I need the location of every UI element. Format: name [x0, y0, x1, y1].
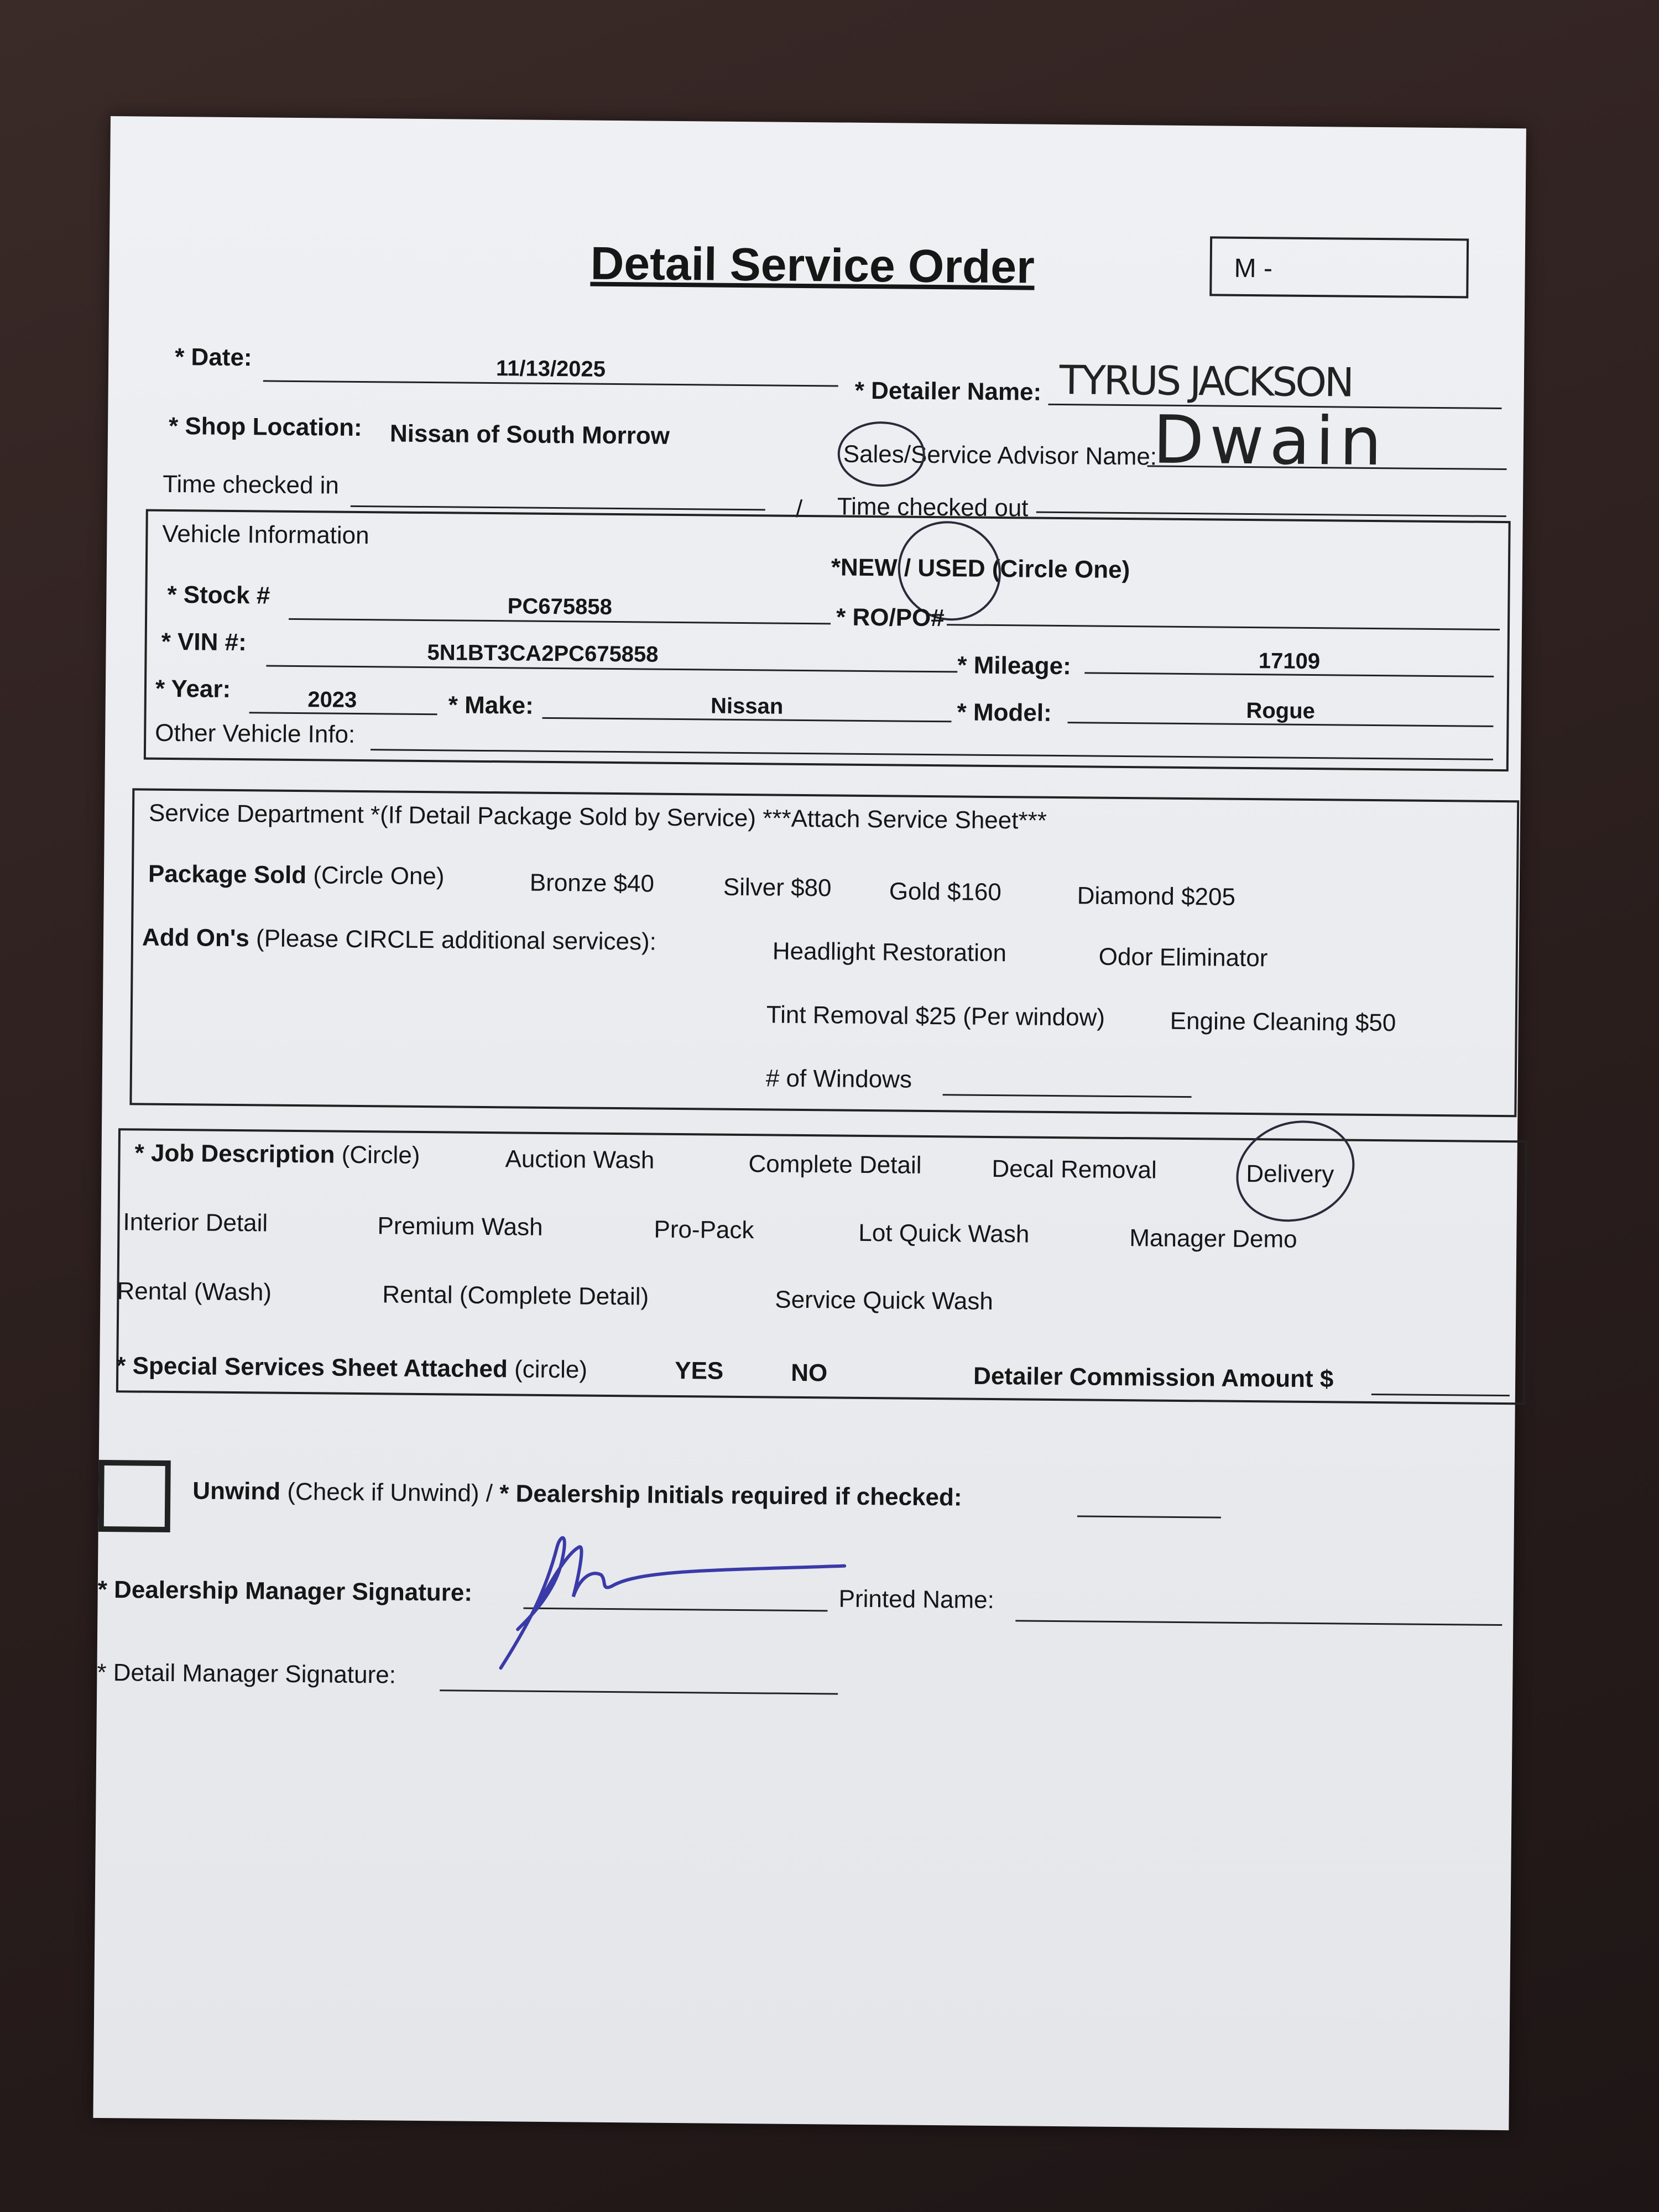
dealership-manager-sig-label: * Dealership Manager Signature:	[97, 1575, 473, 1606]
package-diamond[interactable]: Diamond $205	[1077, 882, 1236, 911]
dealership-manager-signature	[495, 1513, 851, 1682]
sales-circle-mark	[837, 421, 925, 487]
make-label: * Make:	[448, 691, 534, 719]
service-order-sheet	[93, 116, 1526, 2130]
time-in-field[interactable]	[351, 505, 765, 511]
job-delivery[interactable]: Delivery	[1246, 1160, 1334, 1188]
addon-headlight-restoration[interactable]: Headlight Restoration	[772, 937, 1007, 967]
addons-rest: (Please CIRCLE additional services):	[249, 925, 657, 956]
commission-label: Detailer Commission Amount $	[973, 1362, 1334, 1393]
package-sold-bold: Package Sold	[148, 860, 307, 889]
job-decal-removal[interactable]: Decal Removal	[992, 1155, 1157, 1184]
model-value: Rogue	[1246, 698, 1316, 724]
addon-odor-eliminator[interactable]: Odor Eliminator	[1098, 943, 1268, 972]
special-services-bold: * Special Services Sheet Attached	[116, 1352, 508, 1383]
job-service-quick-wash[interactable]: Service Quick Wash	[775, 1286, 994, 1316]
job-description-bold: * Job Description	[134, 1139, 335, 1168]
job-manager-demo[interactable]: Manager Demo	[1129, 1224, 1297, 1253]
stock-label: * Stock #	[167, 581, 270, 609]
job-description-label	[134, 1139, 420, 1169]
vin-value: 5N1BT3CA2PC675858	[427, 640, 659, 667]
date-label: * Date:	[174, 343, 252, 372]
time-slash: /	[795, 495, 803, 523]
mileage-value: 17109	[1258, 649, 1321, 674]
job-rental-complete-detail[interactable]: Rental (Complete Detail)	[382, 1281, 649, 1311]
package-silver[interactable]: Silver $80	[723, 873, 832, 902]
detailer-label: * Detailer Name:	[854, 377, 1042, 406]
year-label: * Year:	[155, 675, 231, 703]
printed-name-label: Printed Name:	[838, 1585, 995, 1614]
special-no-option[interactable]: NO	[791, 1359, 828, 1387]
order-number-box[interactable]	[1209, 236, 1469, 298]
vehicle-info-label: Vehicle Information	[162, 520, 369, 550]
date-value: 11/13/2025	[495, 356, 606, 382]
job-pro-pack[interactable]: Pro-Pack	[654, 1215, 754, 1244]
addons-label	[142, 924, 656, 956]
mileage-label: * Mileage:	[957, 651, 1071, 680]
new-used-label: *NEW / USED (Circle One)	[831, 554, 1130, 584]
advisor-label: Sales/Service Advisor Name:	[843, 440, 1157, 471]
service-dept-label: Service Department *(If Detail Package Sold by Service) ***Attach Service Sheet***	[148, 799, 1047, 834]
other-info-label: Other Vehicle Info:	[155, 719, 356, 748]
time-out-label: Time checked out	[837, 493, 1029, 522]
vin-label: * VIN #:	[161, 628, 247, 656]
job-lot-quick-wash[interactable]: Lot Quick Wash	[858, 1219, 1030, 1248]
job-premium-wash[interactable]: Premium Wash	[377, 1212, 543, 1241]
unwind-bold: Unwind	[192, 1477, 281, 1505]
shop-location-label: * Shop Location:	[168, 412, 362, 441]
special-services-label	[116, 1352, 587, 1384]
model-label: * Model:	[957, 698, 1052, 727]
time-out-field[interactable]	[1036, 512, 1506, 517]
page-title: Detail Service Order	[590, 237, 1035, 293]
addon-engine-cleaning[interactable]: Engine Cleaning $50	[1170, 1007, 1396, 1037]
package-bronze[interactable]: Bronze $40	[529, 869, 655, 898]
advisor-handwritten-value: Dwain	[1152, 401, 1388, 481]
special-services-rest: (circle)	[507, 1355, 588, 1384]
addons-bold: Add On's	[142, 924, 250, 952]
unwind-checkbox[interactable]	[98, 1460, 171, 1532]
addon-tint-removal[interactable]: Tint Removal $25 (Per window)	[766, 1001, 1105, 1031]
package-gold[interactable]: Gold $160	[889, 878, 1002, 906]
detail-manager-sig-label: * Detail Manager Signature:	[97, 1658, 397, 1689]
package-sold-rest: (Circle One)	[306, 862, 445, 890]
stock-value: PC675858	[507, 594, 612, 619]
job-complete-detail[interactable]: Complete Detail	[748, 1150, 922, 1179]
shop-location-value: Nissan of South Morrow	[389, 420, 670, 450]
job-rental-wash[interactable]: Rental (Wash)	[117, 1277, 272, 1306]
job-auction-wash[interactable]: Auction Wash	[505, 1145, 655, 1174]
windows-label: # of Windows	[765, 1065, 912, 1093]
printed-name-field[interactable]	[1015, 1620, 1502, 1626]
ro-po-label: * RO/PO#	[836, 603, 945, 632]
job-description-rest: (Circle)	[335, 1141, 420, 1169]
job-interior-detail[interactable]: Interior Detail	[123, 1208, 268, 1237]
special-yes-option[interactable]: YES	[675, 1357, 724, 1385]
unwind-rest: (Check if Unwind) /	[280, 1478, 500, 1507]
time-in-label: Time checked in	[162, 470, 340, 499]
initials-field[interactable]	[1077, 1515, 1221, 1518]
year-value: 2023	[307, 687, 357, 712]
unwind-label	[192, 1477, 962, 1511]
order-number-label: M -	[1234, 253, 1273, 284]
package-sold-label	[148, 860, 445, 891]
detail-manager-sig-field[interactable]	[440, 1689, 838, 1694]
make-value: Nissan	[710, 693, 784, 719]
initials-label: * Dealership Initials required if checked:	[499, 1480, 962, 1511]
detailer-handwritten-value: TYRUS JACKSON	[1059, 356, 1353, 406]
